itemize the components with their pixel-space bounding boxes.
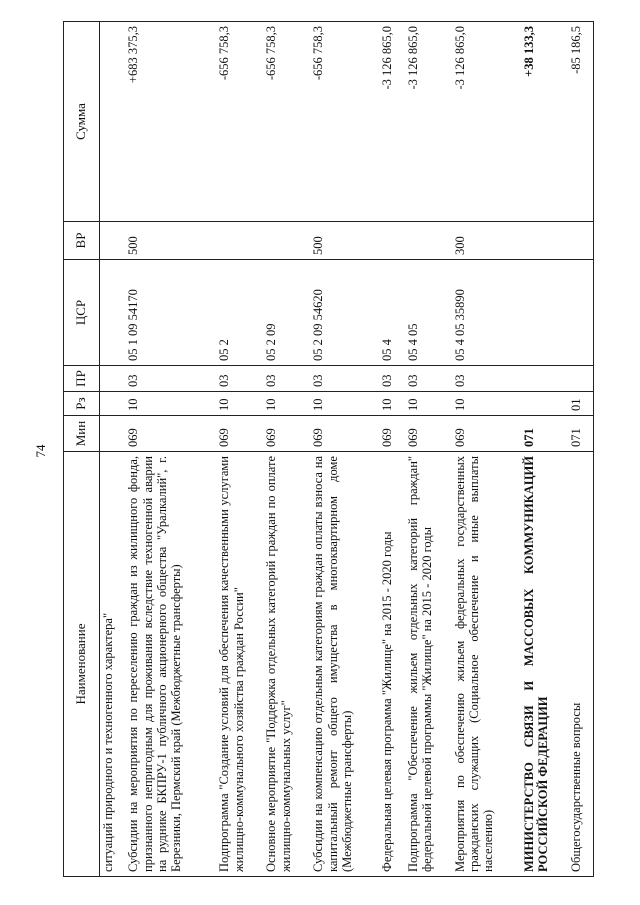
- row-rz: 10: [452, 392, 521, 416]
- row-vr: [100, 222, 126, 260]
- table-row: [568, 22, 594, 877]
- header-sum: Сумма: [64, 22, 100, 222]
- row-rz: 10: [379, 392, 404, 416]
- header-pr: ПР: [64, 366, 100, 392]
- row-min: 069: [125, 416, 216, 452]
- row-rz: [100, 392, 126, 416]
- row-sum: -656 758,3: [216, 22, 263, 222]
- row-csr: 05 2 09 54620: [310, 260, 379, 366]
- row-csr: [568, 260, 594, 366]
- row-min: 069: [405, 416, 452, 452]
- row-pr: 03: [452, 366, 521, 392]
- row-pr: [568, 366, 594, 392]
- row-rz: 10: [263, 392, 310, 416]
- row-min: 069: [379, 416, 404, 452]
- row-sum: +683 375,3: [125, 22, 216, 222]
- row-csr: [521, 260, 568, 366]
- row-pr: 03: [379, 366, 404, 392]
- row-name: Основное мероприятие "Поддержка отдельных категорий граждан по оплате жилищно-коммунальных услуг": [263, 452, 310, 877]
- row-vr: [405, 222, 452, 260]
- row-csr: 05 2 09: [263, 260, 310, 366]
- row-vr: [263, 222, 310, 260]
- row-rz: 01: [568, 392, 594, 416]
- header-csr: ЦСР: [64, 260, 100, 366]
- page-number: 74: [33, 444, 48, 458]
- table-row: [216, 22, 263, 877]
- row-min: 069: [310, 416, 379, 452]
- row-csr: 05 4 05: [405, 260, 452, 366]
- table-row: [405, 22, 452, 877]
- row-csr: 05 4 05 35890: [452, 260, 521, 366]
- table-row: [125, 22, 216, 877]
- row-pr: [100, 366, 126, 392]
- row-rz: 10: [125, 392, 216, 416]
- row-min: 069: [452, 416, 521, 452]
- rotated-table-wrapper: [63, 22, 594, 877]
- row-vr: 500: [125, 222, 216, 260]
- row-csr: 05 4: [379, 260, 404, 366]
- row-sum: -656 758,3: [263, 22, 310, 222]
- budget-table: [63, 21, 594, 877]
- table-row: [263, 22, 310, 877]
- row-pr: 03: [216, 366, 263, 392]
- row-rz: 10: [310, 392, 379, 416]
- row-vr: [568, 222, 594, 260]
- row-name: ситуаций природного и техногенного характера": [100, 452, 126, 877]
- row-min: 069: [216, 416, 263, 452]
- row-rz: [521, 392, 568, 416]
- row-name: Субсидии на компенсацию отдельным категориям граждан оплаты взноса на капитальный ремонт общего имущества в многоквартирном доме (Межбюджетные трансферты): [310, 452, 379, 877]
- table-row: [452, 22, 521, 877]
- row-vr: 300: [452, 222, 521, 260]
- row-min: 071: [568, 416, 594, 452]
- row-vr: [521, 222, 568, 260]
- row-pr: 03: [125, 366, 216, 392]
- header-min: Мин: [64, 416, 100, 452]
- row-vr: [379, 222, 404, 260]
- row-pr: 03: [310, 366, 379, 392]
- row-rz: 10: [405, 392, 452, 416]
- row-sum: -3 126 865,0: [405, 22, 452, 222]
- row-min: 069: [263, 416, 310, 452]
- table-row: [521, 22, 568, 877]
- row-name: Субсидии на мероприятия по переселению граждан из жилищного фонда, признанного непригодным для проживания вследствие техногенной аварии на руднике БКПРУ-1 публичного акционерного общества "Уралкалий", г. Березники, Пермский край (Межбюджетные трансферты): [125, 452, 216, 877]
- row-rz: 10: [216, 392, 263, 416]
- row-csr: [100, 260, 126, 366]
- row-name: Мероприятия по обеспечению жильем федеральных государственных гражданских служащих (Социальное обеспечение и иные выплаты населению): [452, 452, 521, 877]
- row-sum: -3 126 865,0: [379, 22, 404, 222]
- row-csr: 05 1 09 54170: [125, 260, 216, 366]
- table-row: [379, 22, 404, 877]
- header-rz: Рз: [64, 392, 100, 416]
- row-csr: 05 2: [216, 260, 263, 366]
- row-sum: -85 186,5: [568, 22, 594, 222]
- row-sum: [100, 22, 126, 222]
- row-min: 071: [521, 416, 568, 452]
- row-sum: +38 133,3: [521, 22, 568, 222]
- row-name: МИНИСТЕРСТВО СВЯЗИ И МАССОВЫХ КОММУНИКАЦИЙ РОССИЙСКОЙ ФЕДЕРАЦИИ: [521, 452, 568, 877]
- table-row: [100, 22, 126, 877]
- row-sum: -3 126 865,0: [452, 22, 521, 222]
- row-name: Общегосударственные вопросы: [568, 452, 594, 877]
- row-vr: [216, 222, 263, 260]
- header-vr: ВР: [64, 222, 100, 260]
- table-row: [310, 22, 379, 877]
- row-vr: 500: [310, 222, 379, 260]
- row-pr: 03: [405, 366, 452, 392]
- row-name: Подпрограмма "Создание условий для обеспечения качественными услугами жилищно-коммунального хозяйства граждан России": [216, 452, 263, 877]
- table-header-row: [64, 22, 100, 877]
- row-pr: 03: [263, 366, 310, 392]
- header-name: Наименование: [64, 452, 100, 877]
- row-name: Федеральная целевая программа "Жилище" на 2015 - 2020 годы: [379, 452, 404, 877]
- row-pr: [521, 366, 568, 392]
- row-min: [100, 416, 126, 452]
- row-sum: -656 758,3: [310, 22, 379, 222]
- table-body: [100, 22, 594, 877]
- row-name: Подпрограмма "Обеспечение жильем отдельных категорий граждан" федеральной целевой программы "Жилище" на 2015 - 2020 годы: [405, 452, 452, 877]
